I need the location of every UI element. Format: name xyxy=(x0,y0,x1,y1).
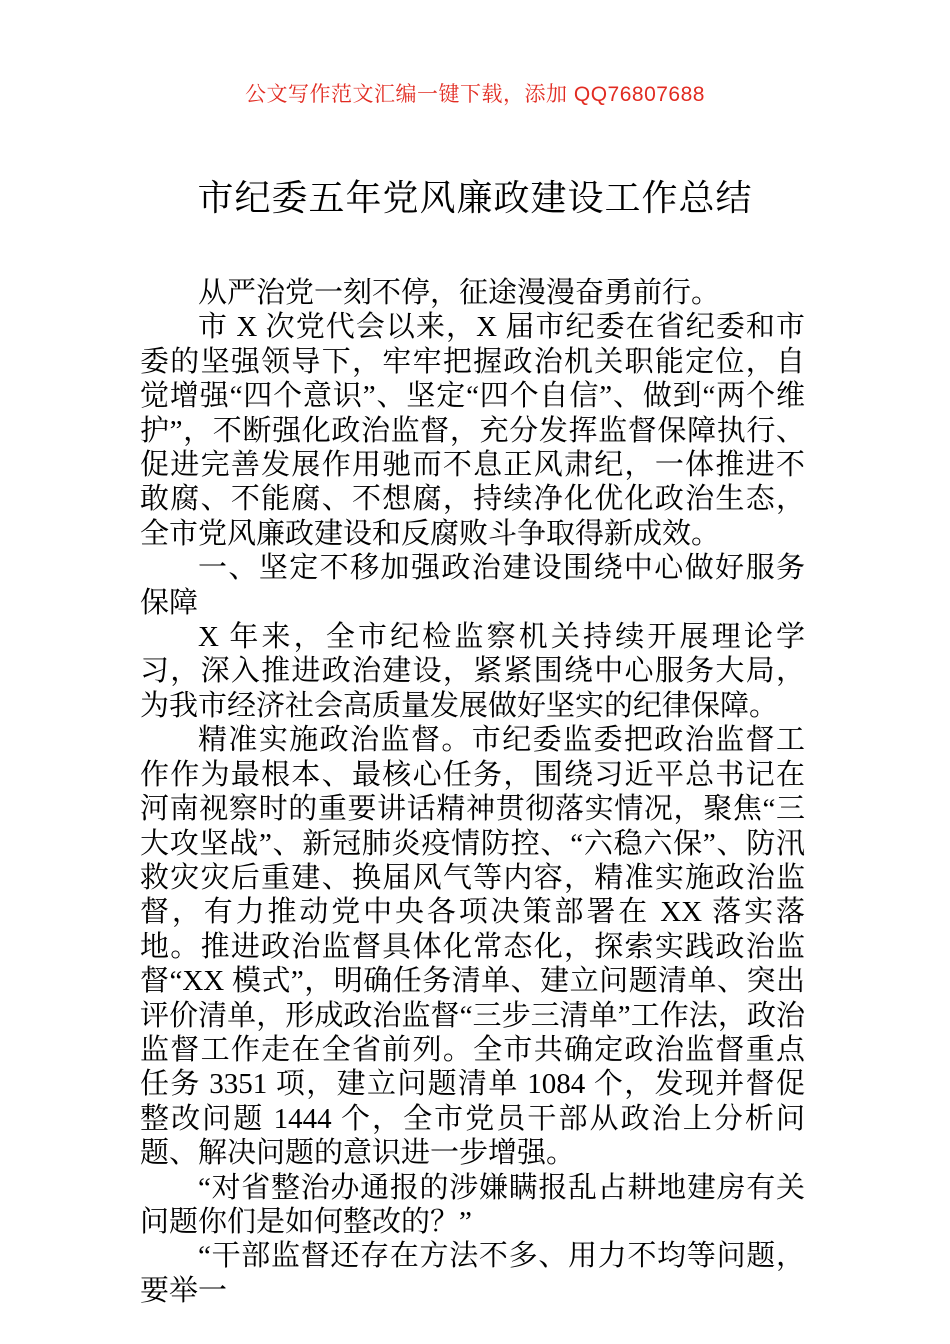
paragraph-political-supervision: 精准实施政治监督。市纪委监委把政治监督工作作为最根本、最核心任务，围绕习近平总书记在河南视察时的重要讲话精神贯彻落实情况，聚焦“三大攻坚战”、新冠肺炎疫情防控、“六稳六保”、防汛救灾灾后重建、换届风气等内容，精准实施政治监督，有力推动党中央各项决策部署在 XX 落实落地。推进政治监督具体化常态化，探索实践政治监督“XX 模式”，明确任务清单、建立问题清单、突出评价清单，形成政治监督“三步三清单”工作法，政治监督工作走在全省前列。全市共确定政治监督重点任务 3351 项，建立问题清单 1084 个，发现并督促整改问题 1444 个，全市党员干部从政治上分析问题、解决问题的意识进一步增强。 xyxy=(140,724,805,1170)
paragraph-quote-2: “干部监督还存在方法不多、用力不均等问题，要举一 xyxy=(140,1240,805,1307)
paragraph-overview: 市 X 次党代会以来，X 届市纪委在省纪委和市委的坚强领导下，牢牢把握政治机关职能定位，自觉增强“四个意识”、坚定“四个自信”、做到“两个维护”，不断强化政治监督，充分发挥监督保障执行、促进完善发展作用驰而不息正风肃纪，一体推进不敢腐、不能腐、不想腐，持续净化优化政治生态，全市党风廉政建设和反腐败斗争取得新成效。 xyxy=(140,311,805,550)
paragraph-intro: 从严治党一刻不停，征途漫漫奋勇前行。 xyxy=(198,277,721,309)
paragraph-theory-study: X 年来，全市纪检监察机关持续开展理论学习，深入推进政治建设，紧紧围绕中心服务大局，为我市经济社会高质量发展做好坚实的纪律保障。 xyxy=(140,621,805,722)
promo-banner-text: 公文写作范文汇编一键下载，添加 QQ76807688 xyxy=(245,83,705,106)
paragraph-quote-1: “对省整治办通报的涉嫌瞒报乱占耕地建房有关问题你们是如何整改的？” xyxy=(140,1171,805,1238)
document-body xyxy=(140,276,805,1308)
document-title: 市纪委五年党风廉政建设工作总结 xyxy=(197,177,753,218)
section-heading-1: 一、坚定不移加强政治建设围绕中心做好服务保障 xyxy=(140,552,805,619)
